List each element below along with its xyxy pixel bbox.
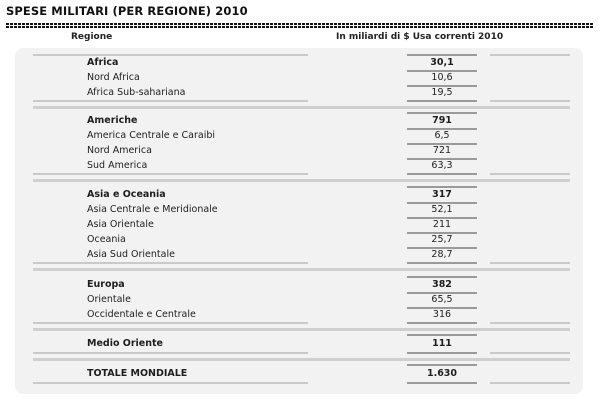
region-name: Sud America: [87, 160, 148, 171]
group-divider: [33, 358, 570, 361]
table-row: [15, 188, 583, 203]
value-separator: [407, 262, 477, 264]
value-separator: [407, 173, 477, 175]
region-value: 6,5: [434, 130, 450, 141]
region-name: Nord Africa: [87, 72, 140, 83]
row-separator: [33, 382, 308, 384]
region-name: Orientale: [87, 294, 131, 305]
row-separator: [33, 322, 308, 324]
region-value: 25,7: [431, 234, 453, 245]
table-row: [15, 293, 583, 308]
title-dashed-rule: [6, 23, 594, 28]
region-value: 721: [432, 145, 452, 156]
table-row: [15, 159, 583, 174]
table-row: [15, 129, 583, 144]
table-row: [15, 56, 583, 71]
data-table: [15, 48, 583, 394]
table-row: [15, 337, 583, 352]
region-name: Asia Centrale e Meridionale: [87, 204, 218, 215]
table-row: [15, 308, 583, 323]
region-value: 63,3: [431, 160, 453, 171]
value-separator: [407, 334, 477, 336]
row-separator: [490, 173, 570, 175]
row-separator: [490, 262, 570, 264]
region-name: America Centrale e Caraibi: [87, 130, 216, 141]
region-name: Africa: [87, 57, 119, 68]
region-value: 791: [432, 115, 452, 126]
total-value: 1.630: [426, 368, 458, 379]
row-separator: [33, 100, 308, 102]
table-row: [15, 218, 583, 233]
table-row: [15, 248, 583, 263]
region-value: 111: [432, 338, 452, 349]
region-value: 30,1: [430, 57, 454, 68]
region-value: 316: [432, 309, 452, 320]
row-separator: [490, 352, 570, 354]
group-divider: [33, 179, 570, 182]
region-name: Africa Sub-sahariana: [87, 87, 186, 98]
region-name: Americhe: [87, 115, 138, 126]
group-divider: [33, 268, 570, 271]
region-value: 317: [432, 189, 452, 200]
page-title: SPESE MILITARI (PER REGIONE) 2010: [6, 4, 248, 18]
region-name: Occidentale e Centrale: [87, 309, 196, 320]
region-name: Medio Oriente: [87, 338, 163, 349]
table-row: [15, 203, 583, 218]
value-separator: [407, 382, 477, 384]
table-row-total: [15, 367, 583, 382]
row-separator: [33, 352, 308, 354]
group-divider: [33, 328, 570, 331]
row-separator: [490, 382, 570, 384]
region-value: 382: [432, 279, 452, 290]
region-name: Asia Sud Orientale: [87, 249, 175, 260]
table-row: [15, 86, 583, 101]
total-label: TOTALE MONDIALE: [87, 368, 188, 379]
region-value: 52,1: [431, 204, 453, 215]
region-name: Europa: [87, 279, 125, 290]
row-separator: [490, 322, 570, 324]
column-header-value: In miliardi di $ Usa correnti 2010: [336, 32, 504, 42]
row-separator: [33, 262, 308, 264]
table-row: [15, 144, 583, 159]
value-separator: [407, 322, 477, 324]
region-name: Nord America: [87, 145, 152, 156]
table-row: [15, 278, 583, 293]
row-separator: [33, 173, 308, 175]
region-name: Oceania: [87, 234, 126, 245]
region-value: 19,5: [431, 87, 453, 98]
column-header-region: Regione: [71, 32, 113, 42]
row-separator: [490, 100, 570, 102]
region-value: 10,6: [431, 72, 453, 83]
region-value: 65,5: [431, 294, 453, 305]
value-separator: [407, 364, 477, 366]
group-divider: [33, 106, 570, 109]
region-value: 28,7: [431, 249, 453, 260]
value-separator: [407, 100, 477, 102]
value-separator: [407, 352, 477, 354]
table-row: [15, 71, 583, 86]
region-name: Asia e Oceania: [87, 189, 166, 200]
table-row: [15, 114, 583, 129]
region-value: 211: [432, 219, 452, 230]
region-name: Asia Orientale: [87, 219, 154, 230]
table-row: [15, 233, 583, 248]
